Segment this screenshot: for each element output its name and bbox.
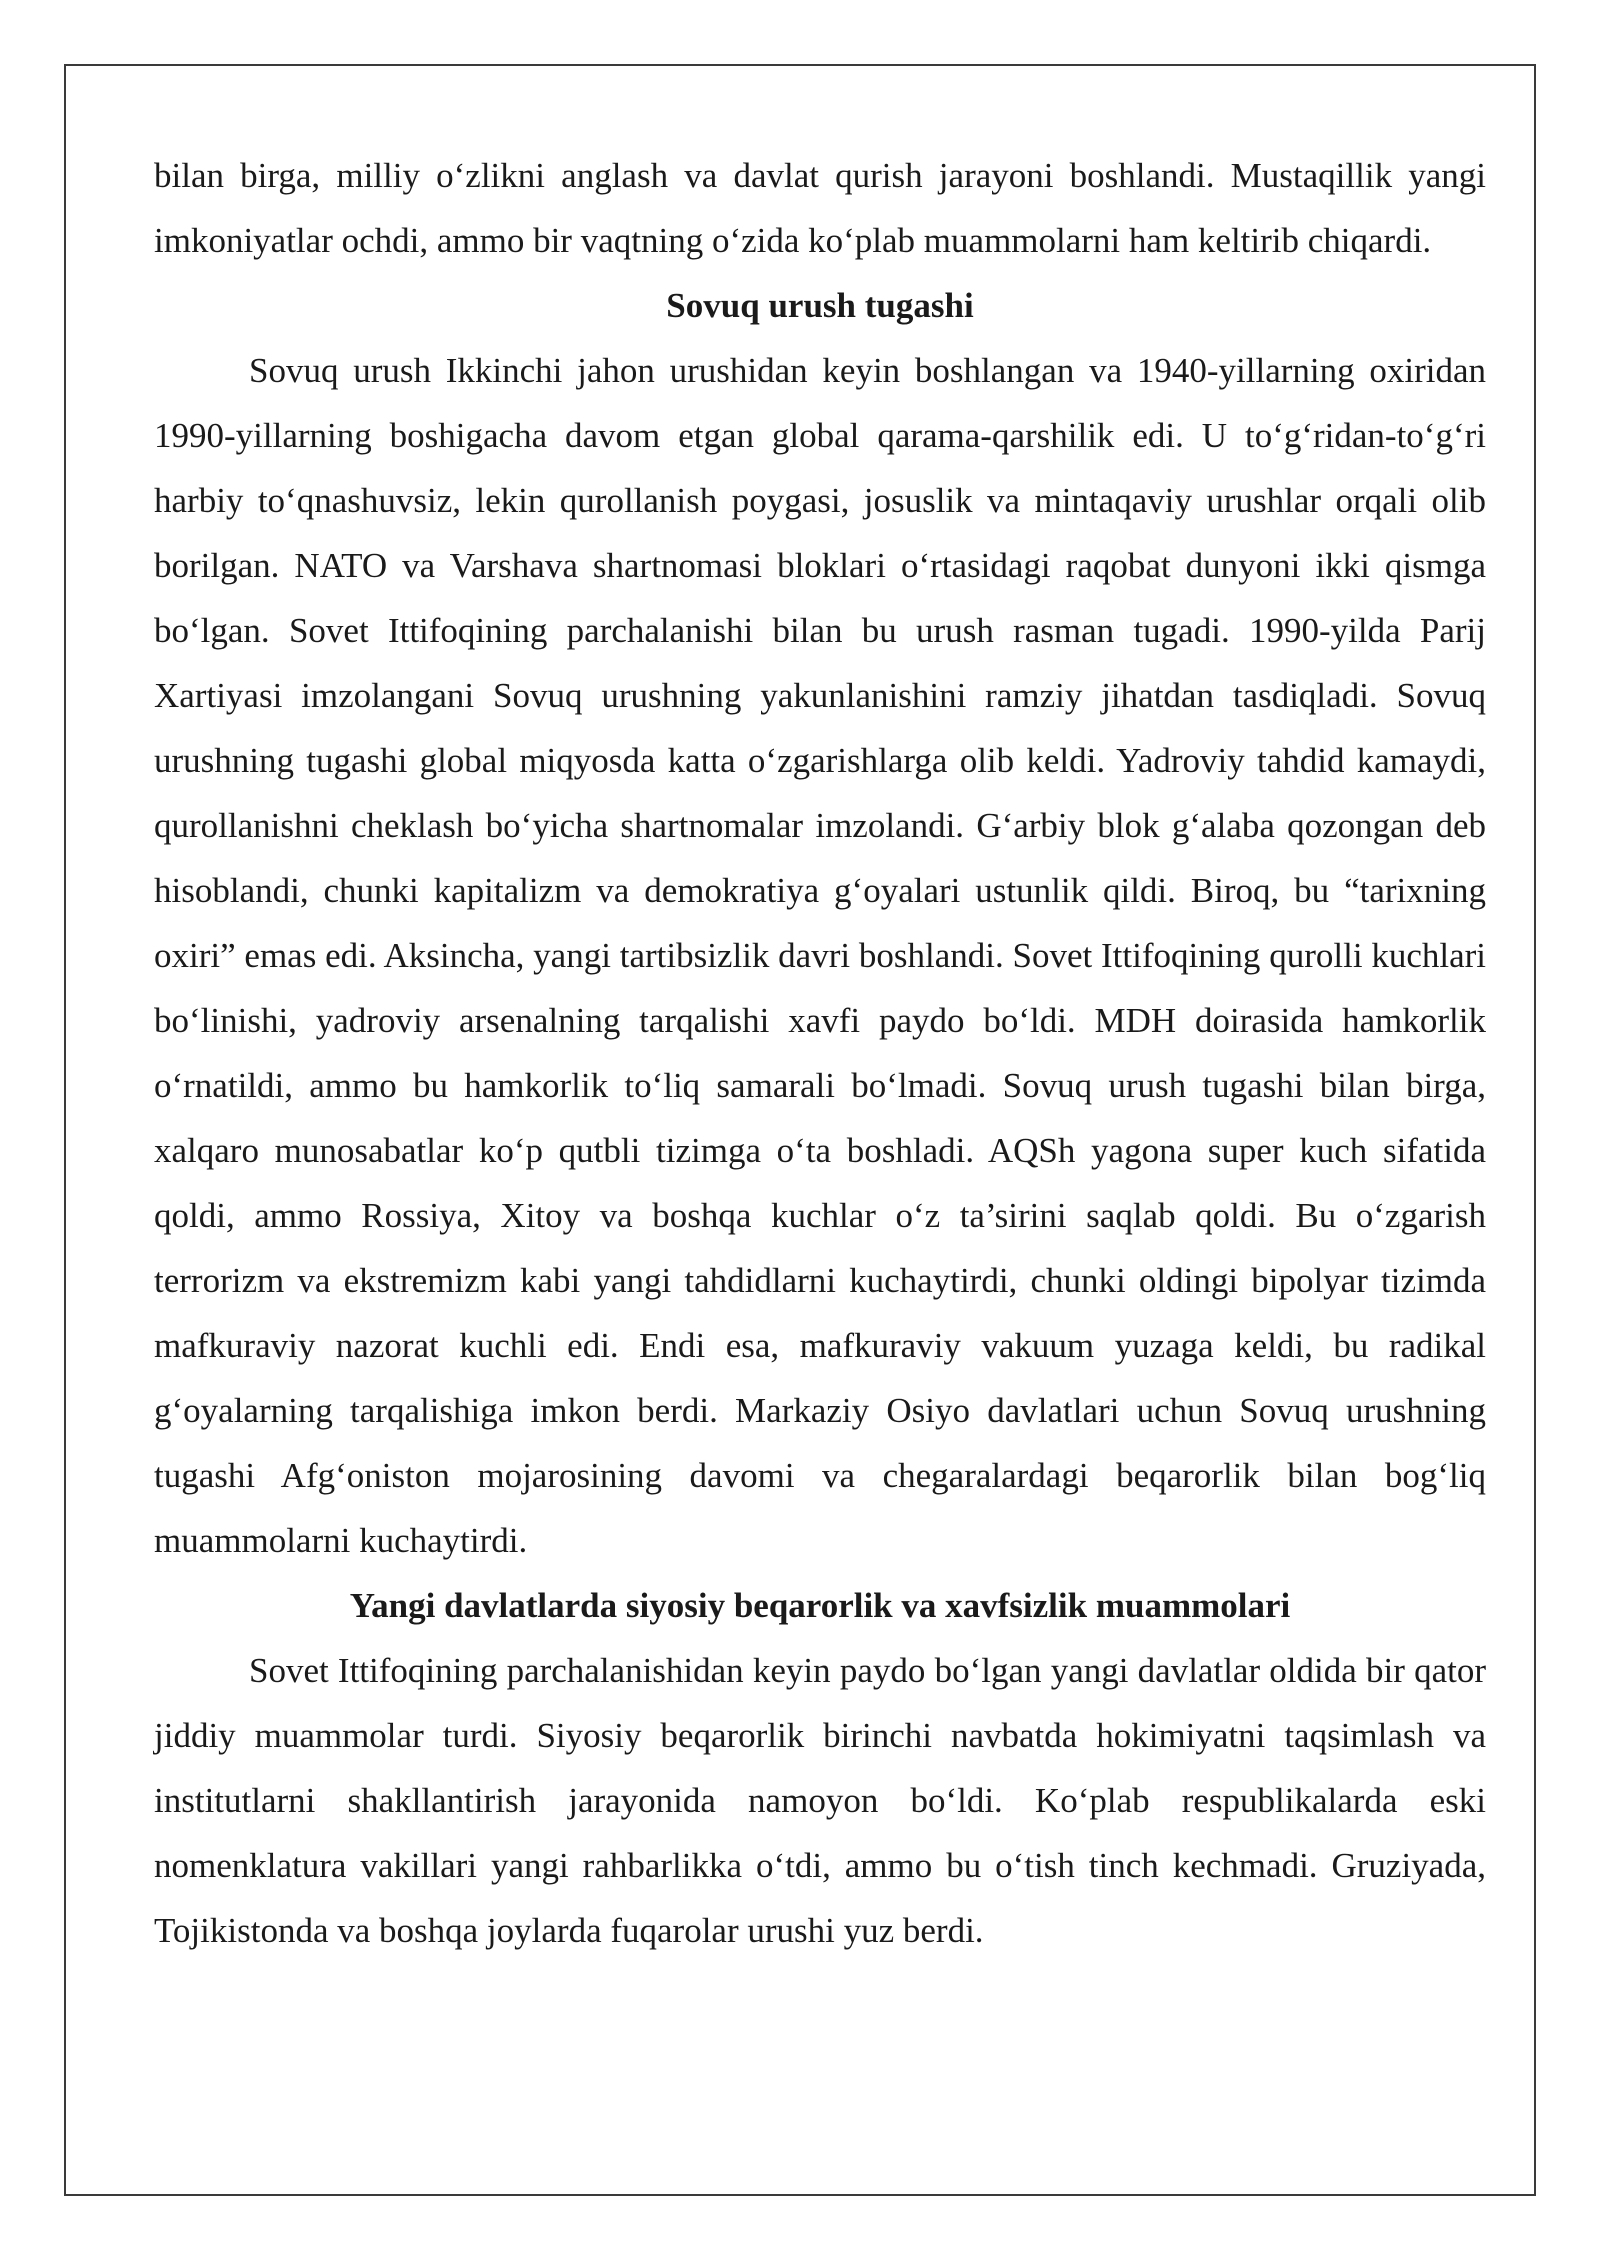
section-paragraph-cold-war-end: Sovuq urush Ikkinchi jahon urushidan keyin boshlangan va 1940-yillarning oxiridan 1990-yillarning boshigacha davom etgan global qarama-qarshilik edi. U to‘g‘ridan-to‘g‘ri harbiy to‘qnashuvsiz, lekin qurollanish poygasi, josuslik va mintaqaviy urushlar orqali olib borilgan. NATO va Varshava shartnomasi bloklari o‘rtasidagi raqobat dunyoni ikki qismga bo‘lgan. Sovet Ittifoqining parchalanishi bilan bu urush rasman tugadi. 1990-yilda Parij Xartiyasi imzolangani Sovuq urushning yakunlanishini ramziy jihatdan tasdiqladi. Sovuq urushning tugashi global miqyosda katta o‘zgarishlarga olib keldi. Yadroviy tahdid kamaydi, qurollanishni cheklash bo‘yicha shartnomalar imzolandi. G‘arbiy blok g‘alaba qozongan deb hisoblandi, chunki kapitalizm va demokratiya g‘oyalari ustunlik qildi. Biroq, bu “tarixning oxiri” emas edi. Aksincha, yangi tartibsizlik davri boshlandi. Sovet Ittifoqining qurolli kuchlari bo‘linishi, yadroviy arsenalning tarqalishi xavfi paydo bo‘ldi. MDH doirasida hamkorlik o‘rnatildi, ammo bu hamkorlik to‘liq samarali bo‘lmadi. Sovuq urush tugashi bilan birga, xalqaro munosabatlar ko‘p qutbli tizimga o‘ta boshladi. AQSh yagona super kuch sifatida qoldi, ammo Rossiya, Xitoy va boshqa kuchlar o‘z ta’sirini saqlab qoldi. Bu o‘zgarish terrorizm va ekstremizm kabi yangi tahdidlarni kuchaytirdi, chunki oldingi bipolyar tizimda mafkuraviy nazorat kuchli edi. Endi esa, mafkuraviy vakuum yuzaga keldi, bu radikal g‘oyalarning tarqalishiga imkon berdi. Markaziy Osiyo davlatlari uchun Sovuq urushning tugashi Afg‘oniston mojarosining davomi va chegaralardagi beqarorlik bilan bog‘liq muammolarni kuchaytirdi. xyxy=(154,351,1486,1560)
section-heading-cold-war-end: Sovuq urush tugashi xyxy=(666,286,974,325)
section-heading-new-states-instability: Yangi davlatlarda siyosiy beqarorlik va xavfsizlik muammolari xyxy=(349,1586,1291,1625)
page-content xyxy=(154,143,1486,1963)
section-paragraph-new-states-instability: Sovet Ittifoqining parchalanishidan keyin paydo bo‘lgan yangi davlatlar oldida bir qator jiddiy muammolar turdi. Siyosiy beqarorlik birinchi navbatda hokimiyatni taqsimlash va institutlarni shakllantirish jarayonida namoyon bo‘ldi. Ko‘plab respublikalarda eski nomenklatura vakillari yangi rahbarlikka o‘tdi, ammo bu o‘tish tinch kechmadi. Gruziyada, Tojikistonda va boshqa joylarda fuqarolar urushi yuz berdi. xyxy=(154,1651,1486,1950)
intro-paragraph: bilan birga, milliy o‘zlikni anglash va davlat qurish jarayoni boshlandi. Mustaqillik yangi imkoniyatlar ochdi, ammo bir vaqtning o‘zida ko‘plab muammolarni ham keltirib chiqardi. xyxy=(154,156,1486,260)
